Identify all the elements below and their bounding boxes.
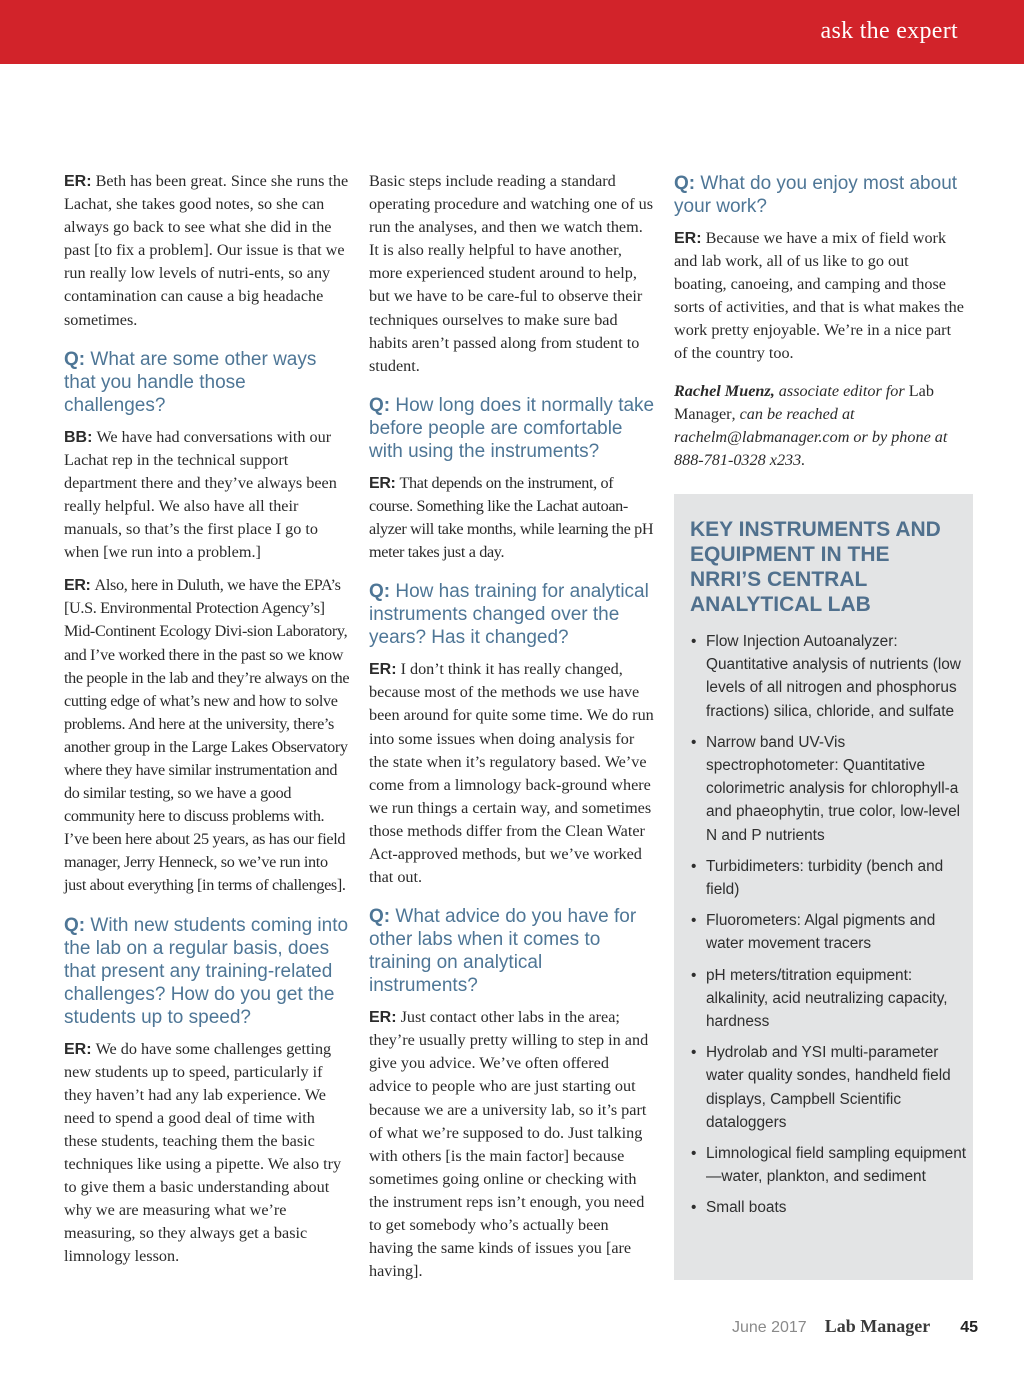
list-item <box>690 855 968 901</box>
list-item-text: Fluorometers: Algal pigments and water movement tracers <box>706 912 936 953</box>
speaker-label: ER: <box>369 661 397 679</box>
speaker-label: BB: <box>64 428 93 446</box>
speaker-label: ER: <box>674 230 702 247</box>
speaker-label: ER: <box>369 1009 397 1027</box>
list-item-text: Hydrolab and YSI multi-parameter water quality sondes, handheld field displays, Campbell Scientific dataloggers <box>706 1044 951 1131</box>
page-number: 45 <box>960 1319 978 1336</box>
list-item-text: Small boats <box>706 1199 787 1217</box>
question-label: Q: <box>64 348 86 370</box>
question-label: Q: <box>369 906 391 928</box>
answer-paragraph <box>64 1038 350 1269</box>
header-banner <box>0 0 1024 64</box>
question-text: What advice do you have for other labs when it comes to training on analytical instruments? <box>369 906 637 997</box>
bullet-icon: • <box>691 912 697 930</box>
sidebar-box <box>674 494 973 1280</box>
answer-text: Also, here in Duluth, we have the EPA’s [U.S. Environmental Protection Agency’s] Mid-Continent Ecology Divi-sion Laboratory, and I’ve worked there in the past so we know the people in the lab and they’re always on the cutting edge of what’s new and how to solve problems. And here at the university, there’s another group in the Large Lakes Observatory where they have similar instrumentation and do similar testing, so we have a good community here to discuss problems with. I’ve been here about 25 years, as has our field manager, Jerry Henneck, so we’ve run into just about everything [in terms of challenges]. <box>64 576 350 895</box>
answer-paragraph <box>369 658 655 889</box>
list-item-text: Flow Injection Autoanalyzer: Quantitative analysis of nutrients (low levels of all nitrogen and phosphorus fractions) silica, chloride, and sulfate <box>706 633 961 720</box>
bullet-icon: • <box>691 1044 697 1062</box>
column-2 <box>369 170 655 1293</box>
answer-text: I don’t think it has really changed, because most of the methods we use have been around for quite some time. We do run into some issues when doing analysis for the state when it’s regulatory based. We’ve come from a limnology back-ground where we run things a certain way, and sometimes those methods differ from the Clean Water Act-approved methods, but we’ve worked that out. <box>369 660 654 887</box>
question-text: With new students coming into the lab on a regular basis, does that present any training-related challenges? How do you get the students up to speed? <box>64 914 349 1028</box>
list-item-text: Limnological field sampling equipment—water, plankton, and sediment <box>706 1145 967 1186</box>
list-item <box>690 731 968 847</box>
list-item-text: Narrow band UV-Vis spectrophotometer: Quantitative colorimetric analysis for chlorophyll-a and phaeophytin, true color, low-level N and P nutrients <box>706 733 961 844</box>
list-item <box>690 1196 968 1219</box>
list-item <box>690 964 968 1034</box>
question-heading <box>674 172 964 218</box>
column-1 <box>64 170 350 1278</box>
answer-paragraph <box>64 574 350 897</box>
question-text: How has training for analytical instruments changed over the years? Has it changed? <box>369 581 649 649</box>
footer-date: June 2017 <box>731 1319 807 1336</box>
speaker-label: ER: <box>369 474 396 492</box>
list-item <box>690 1041 968 1134</box>
list-item-text: Turbidimeters: turbidity (bench and field) <box>706 857 944 899</box>
author-role: associate editor for <box>774 381 909 400</box>
list-item <box>690 909 968 955</box>
question-text: How long does it normally take before people are comfortable with using the instruments? <box>369 394 655 462</box>
speaker-label: ER: <box>64 577 91 595</box>
section-title: ask the expert <box>820 18 958 44</box>
bullet-icon: • <box>691 633 697 650</box>
list-item <box>690 630 968 723</box>
sidebar-list <box>690 630 968 1228</box>
footer-magazine: Lab Manager <box>824 1316 931 1336</box>
list-item-text: pH meters/titration equipment: alkalinity, acid neutralizing capacity, hardness <box>706 966 948 1031</box>
speaker-label: ER: <box>64 1040 92 1058</box>
bullet-icon: • <box>691 857 697 875</box>
sidebar-title: KEY INSTRUMENTS AND EQUIPMENT IN THE NRRI’S CENTRAL ANALYTICAL LAB <box>690 518 941 616</box>
column-3 <box>674 170 964 472</box>
speaker-label: ER: <box>64 173 92 190</box>
author-name: Rachel Muenz, <box>674 381 775 400</box>
question-label: Q: <box>674 173 696 194</box>
question-label: Q: <box>369 581 391 603</box>
question-heading <box>369 394 655 463</box>
bullet-icon: • <box>691 1199 697 1217</box>
question-text: What are some other ways that you handle those challenges? <box>64 348 317 416</box>
answer-paragraph <box>369 1006 655 1283</box>
question-heading <box>64 348 350 417</box>
author-contact: , can be reached at rachelm@labmanager.com or by phone at 888-781-0328 x233. <box>674 404 948 469</box>
question-label: Q: <box>64 914 86 936</box>
answer-text: Because we have a mix of field work and lab work, all of us like to go out boating, canoeing, and camping and those sorts of activities, and that is what makes the work pretty enjoyable. We’re in a nice part of the country too. <box>674 229 964 363</box>
answer-paragraph <box>64 426 350 565</box>
bullet-icon: • <box>691 733 697 751</box>
question-label: Q: <box>369 394 391 416</box>
answer-text: Just contact other labs in the area; they’re usually pretty willing to step in and give you advice. We’ve often offered advice to people who are just starting out because we are a university lab, so it’s part of what we’re supposed to do. Just talking with others [is the main factor] because sometimes going online or checking with the instrument reps isn’t enough, you need to get somebody who’s actually been having the same kinds of issues you [are having]. <box>369 1008 649 1281</box>
page-footer <box>732 1316 978 1337</box>
list-item <box>690 1142 968 1188</box>
answer-text: That depends on the instrument, of course. Something like the Lachat autoan-alyzer will take months, while learning the pH meter takes just a day. <box>369 473 654 562</box>
answer-text: Beth has been great. Since she runs the Lachat, she takes good notes, so she can always go back to see what she did in the past [to fix a problem]. Our issue is that we run really low levels of nutri-ents, so any contamination can cause a big headache sometimes. <box>64 172 349 329</box>
answer-paragraph <box>674 227 964 366</box>
answer-text: Basic steps include reading a standard operating procedure and watching one of us run the analyses, and then we watch them. It is also really helpful to have another, more experienced student around to help, but we have to be care-ful to observe their techniques ourselves to make sure bad habits aren’t passed along from student to student. <box>369 172 654 375</box>
answer-paragraph <box>369 472 655 564</box>
bullet-icon: • <box>691 966 697 984</box>
author-credit <box>674 380 964 472</box>
answer-paragraph <box>369 170 655 378</box>
question-heading <box>64 914 350 1029</box>
answer-text: We do have some challenges getting new students up to speed, particularly if they haven’t had any lab experience. We need to spend a good deal of time with these students, teaching them the basic techniques like using a pipette. We also try to give them a basic understanding about why we are measuring what we’re measuring, so they always get a basic limnology lesson. <box>64 1039 342 1266</box>
question-heading <box>369 905 655 997</box>
question-heading <box>369 580 655 649</box>
answer-text: We have had conversations with our Lachat rep in the technical support department there and they’ve always been really helpful. We also have all their manuals, so that’s the first place I go to when [we run into a problem.] <box>64 427 337 562</box>
question-text: What do you enjoy most about your work? <box>674 173 958 217</box>
answer-paragraph <box>64 170 350 332</box>
magazine-name: Lab Manager <box>674 381 934 423</box>
bullet-icon: • <box>691 1145 697 1163</box>
